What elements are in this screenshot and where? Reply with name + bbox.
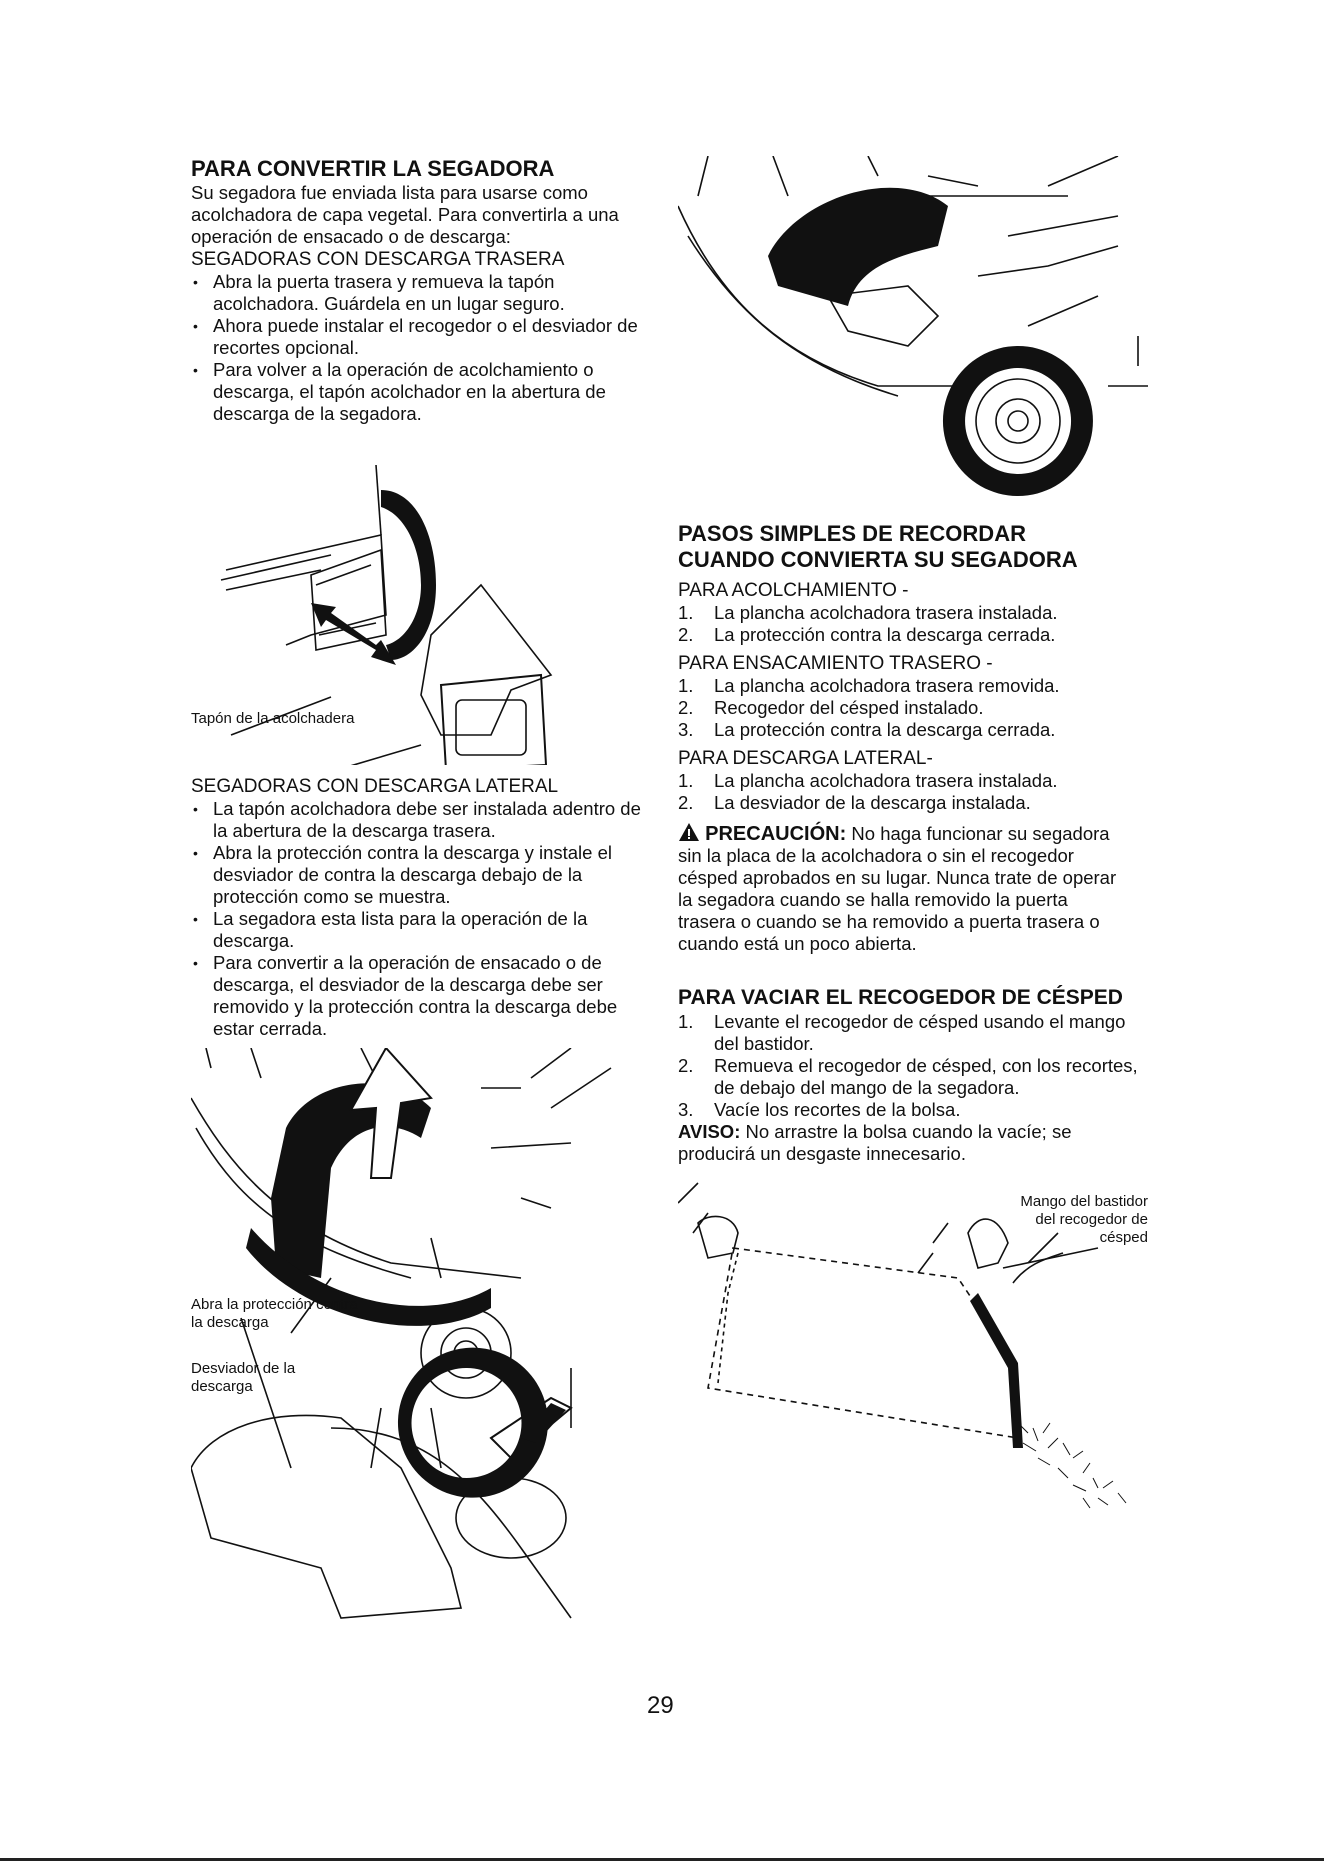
caution-label: PRECAUCIÓN: <box>705 823 847 845</box>
side-discharge-illustration <box>191 1048 661 1668</box>
list-item: • Abra la protección contra la descarga y instale el desviador de contra la descarga debajo de la protección como se muestra. <box>191 842 646 908</box>
list-item: 1. La plancha acolchadora trasera instalada. <box>678 770 1058 791</box>
list-item: 2. La protección contra la descarga cerrada. <box>678 624 1056 645</box>
notice-label: AVISO: <box>678 1121 741 1142</box>
side-discharge-step-heading: PARA DESCARGA LATERAL- <box>678 748 933 769</box>
list-item: • La segadora esta lista para la operación de la descarga. <box>191 908 646 952</box>
list-item: 1. La plancha acolchadora trasera removida. <box>678 675 1060 696</box>
notice-paragraph <box>678 1121 1138 1165</box>
page-border <box>0 1858 1324 1861</box>
rear-discharge-heading: SEGADORAS CON DESCARGA TRASERA <box>191 249 565 270</box>
caution-text: No haga funcionar su segadora sin la placa de la acolchadora o sin el recogedor césped aprobados en su lugar. Nunca trate de operar la segadora cuando se halla removido la puerta trasera o cuando se ha removido a puerta trasera o cuando está un poco abierta. <box>678 823 1117 954</box>
list-item: • La tapón acolchadora debe ser instalada adentro de la abertura de la descarga trasera. <box>191 798 646 842</box>
list-item: • Abra la puerta trasera y remueva la tapón acolchadora. Guárdela en un lugar seguro. <box>191 271 646 315</box>
list-item: • Para volver a la operación de acolchamiento o descarga, el tapón acolchador en la abertura de descarga de la segadora. <box>191 359 646 425</box>
list-item: 2. Remueva el recogedor de césped, con los recortes, de debajo del mango de la segadora. <box>678 1055 1138 1098</box>
bagging-list <box>678 675 1148 741</box>
mulch-list <box>678 602 1148 646</box>
list-item: 2. Recogedor del césped instalado. <box>678 697 984 718</box>
rear-discharge-list <box>191 271 646 425</box>
left-column <box>191 156 651 1668</box>
page-number: 29 <box>647 1692 674 1719</box>
convert-intro: Su segadora fue enviada lista para usarse como acolchadora de capa vegetal. Para convertirla a una operación de ensacado o de descarga: <box>191 182 619 247</box>
bag-handle-label: Mango del bastidor del recogedor de césped <box>1020 1193 1148 1246</box>
mulch-heading: PARA ACOLCHAMIENTO - <box>678 580 909 601</box>
bagging-heading: PARA ENSACAMIENTO TRASERO - <box>678 653 993 674</box>
right-column <box>678 156 1148 1533</box>
caution-paragraph <box>678 822 1128 955</box>
mulch-plug-figure <box>191 435 651 765</box>
notice-text: No arrastre la bolsa cuando la vacíe; se producirá un desgaste innecesario. <box>678 1121 1072 1164</box>
convert-title: PARA CONVERTIR LA SEGADORA <box>191 156 555 181</box>
empty-bag-list <box>678 1011 1138 1121</box>
list-item: 3. Vacíe los recortes de la bolsa. <box>678 1099 961 1120</box>
rear-door-illustration <box>678 156 1148 511</box>
warning-triangle-icon <box>678 822 700 842</box>
list-item: 1. La plancha acolchadora trasera instalada. <box>678 602 1058 623</box>
list-item: 1. Levante el recogedor de césped usando el mango del bastidor. <box>678 1011 1126 1054</box>
rear-door-figure <box>678 156 1148 511</box>
side-discharge-list <box>191 798 646 1040</box>
deflector-label: Desviador de la descarga <box>191 1360 296 1395</box>
empty-bag-figure <box>678 1173 1148 1533</box>
side-discharge-heading: SEGADORAS CON DESCARGA LATERAL <box>191 776 559 797</box>
empty-bag-title: PARA VACIAR EL RECOGEDOR DE CÉSPED <box>678 986 1123 1009</box>
list-item: 3. La protección contra la descarga cerrada. <box>678 719 1056 740</box>
mulch-plug-label: Tapón de la acolchadera <box>191 710 355 727</box>
side-discharge-steps <box>678 770 1148 814</box>
list-item: • Ahora puede instalar el recogedor o el desviador de recortes opcional. <box>191 315 646 359</box>
list-item: • Para convertir a la operación de ensacado o de descarga, el desviador de la descarga debe ser removido y la protección contra la descarga debe estar cerrada. <box>191 952 646 1040</box>
open-guard-label: Abra la protección contra la descarga <box>191 1296 358 1331</box>
steps-title: PASOS SIMPLES DE RECORDAR CUANDO CONVIERTA SU SEGADORA <box>678 521 1078 572</box>
list-item: 2. La desviador de la descarga instalada. <box>678 792 1031 813</box>
side-discharge-figure <box>191 1048 651 1668</box>
